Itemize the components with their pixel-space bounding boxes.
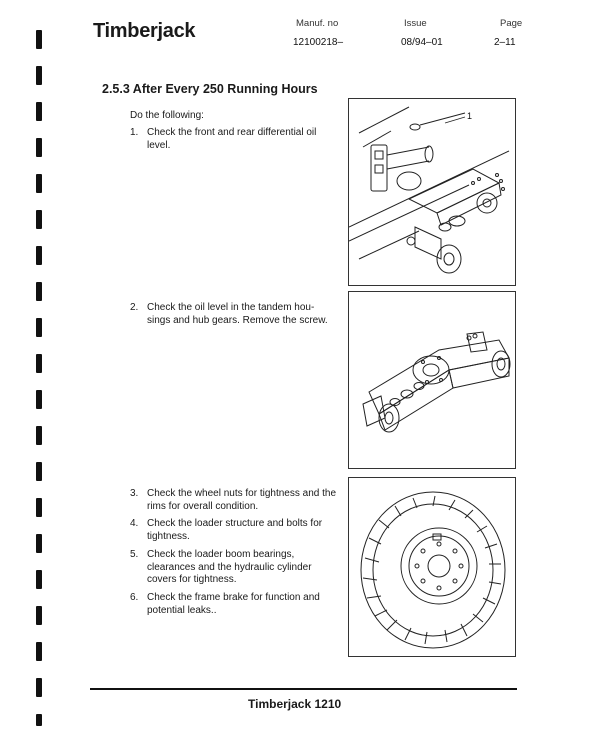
binder-hole	[36, 642, 42, 661]
step-number: 3.	[130, 488, 139, 499]
manuf-value: 12100218–	[293, 37, 344, 48]
binder-hole	[36, 426, 42, 445]
binder-hole	[36, 498, 42, 517]
intro-text: Do the following:	[130, 110, 204, 121]
step-text: Check the oil level in the tandem hou-sings and hub gears. Remove the screw.	[147, 302, 328, 326]
manuf-label: Manuf. no	[296, 18, 339, 29]
section-title: 2.5.3 After Every 250 Running Hours	[102, 82, 318, 96]
binder-hole	[36, 66, 42, 85]
binder-hole	[36, 174, 42, 193]
step-number: 6.	[130, 592, 139, 603]
step-number: 1.	[130, 127, 139, 138]
binder-hole	[36, 462, 42, 481]
wheel-illustration	[349, 478, 515, 656]
binder-hole	[36, 678, 42, 697]
binder-hole	[36, 534, 42, 553]
step-text: Check the loader structure and bolts for tightness.	[147, 518, 323, 542]
step-number: 5.	[130, 549, 139, 560]
step-1	[130, 127, 337, 152]
figure-tandem-housing	[348, 291, 516, 469]
step-2	[130, 302, 337, 327]
step-text: Check the front and rear differential oil level.	[147, 127, 317, 151]
binder-hole	[36, 282, 42, 301]
tandem-housing-illustration	[349, 292, 515, 468]
issue-label: Issue	[404, 18, 427, 29]
binder-hole	[36, 390, 42, 409]
footer-rule	[90, 688, 517, 690]
issue-value: 08/94–01	[401, 37, 443, 48]
step-text: Check the frame brake for function and potential leaks..	[147, 592, 320, 616]
figure-callout-number: 1	[467, 111, 473, 121]
figure-differential	[348, 98, 516, 286]
step-number: 4.	[130, 518, 139, 529]
binder-hole	[36, 30, 42, 49]
binder-hole	[36, 210, 42, 229]
binder-hole	[36, 138, 42, 157]
binder-hole	[36, 570, 42, 589]
binder-hole	[36, 714, 42, 726]
binder-hole	[36, 246, 42, 265]
brand-title: Timberjack	[93, 20, 196, 42]
footer-model: Timberjack 1210	[248, 697, 342, 711]
step-number: 2.	[130, 302, 139, 313]
binder-hole	[36, 102, 42, 121]
step-3	[130, 488, 337, 513]
binder-hole	[36, 354, 42, 373]
binder-hole	[36, 318, 42, 337]
page-label: Page	[500, 18, 523, 29]
differential-illustration	[349, 99, 515, 285]
step-5	[130, 549, 337, 587]
step-text: Check the wheel nuts for tightness and the rims for overall condition.	[147, 488, 337, 512]
binder-hole	[36, 606, 42, 625]
step-text: Check the loader boom bearings, clearances and the hydraulic cylinder covers for tightness.	[147, 549, 312, 585]
page-value: 2–11	[494, 37, 516, 48]
step-4	[130, 518, 337, 543]
figure-wheel	[348, 477, 516, 657]
step-6	[130, 592, 337, 617]
